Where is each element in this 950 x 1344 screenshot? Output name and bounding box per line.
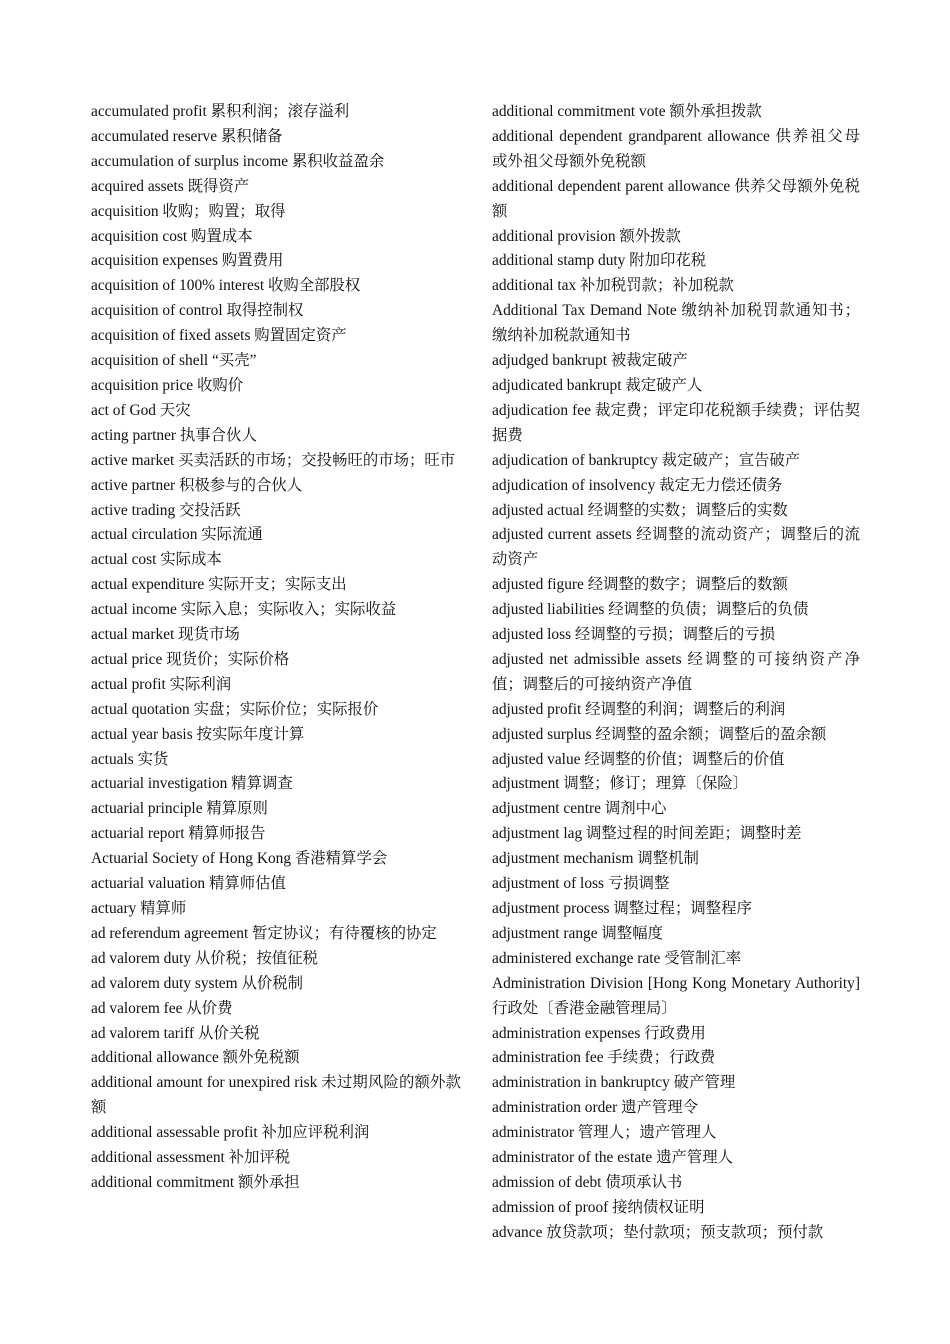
glossary-entry: adjustment centre 调剂中心 (492, 800, 667, 818)
glossary-entry: adjusted profit 经调整的利润；调整后的利润 (492, 700, 786, 718)
glossary-entry: adjustment 调整；修订；理算〔保险〕 (492, 775, 749, 793)
glossary-entry: adjusted value 经调整的价值；调整后的价值 (492, 750, 785, 768)
glossary-entry: adjudication fee 裁定费；评定印花税额手续费；评估契据费 (492, 401, 860, 444)
glossary-entry: actual price 现货价；实际价格 (91, 650, 290, 668)
glossary-entry: actuary 精算师 (91, 900, 187, 917)
glossary-entry: administration order 遗产管理令 (492, 1099, 699, 1117)
glossary-entry: additional allowance 额外免税额 (91, 1049, 300, 1067)
glossary-entry: ad valorem fee 从价费 (91, 999, 233, 1017)
glossary-entry: accumulation of surplus income 累积收益盈余 (91, 152, 385, 170)
glossary-entry: adjusted current assets 经调整的流动资产；调整后的流动资产 (492, 526, 860, 569)
glossary-entry: ad valorem duty system 从价税制 (91, 974, 304, 992)
glossary-entry: Additional Tax Demand Note 缴纳补加税罚款通知书；缴纳补加税款通知书 (492, 302, 860, 345)
glossary-entry: actual expenditure 实际开支；实际支出 (91, 576, 347, 594)
glossary-entry: adjusted loss 经调整的亏损；调整后的亏损 (492, 626, 776, 644)
glossary-entry: actual year basis 按实际年度计算 (91, 725, 305, 743)
glossary-entry: administration expenses 行政费用 (492, 1024, 706, 1042)
glossary-entry: adjusted surplus 经调整的盈余额；调整后的盈余额 (492, 725, 827, 743)
glossary-entry: adjusted net admissible assets 经调整的可接纳资产净值；调整后的可接纳资产净值 (492, 650, 860, 693)
glossary-entry: additional commitment vote 额外承担拨款 (492, 103, 762, 120)
glossary-entry: adjudicated bankrupt 裁定破产人 (492, 376, 703, 394)
glossary-entry: adjustment mechanism 调整机制 (492, 850, 699, 868)
glossary-entry: additional assessment 补加评税 (91, 1149, 291, 1167)
glossary-entry: actual market 现货市场 (91, 626, 240, 644)
glossary-entry: active partner 积极参与的合伙人 (91, 476, 303, 494)
glossary-entry: actuarial principle 精算原则 (91, 800, 268, 818)
glossary-entry: adjustment range 调整幅度 (492, 924, 663, 942)
glossary-entry: additional assessable profit 补加应评税利润 (91, 1124, 370, 1142)
glossary-entry: additional commitment 额外承担 (91, 1173, 300, 1191)
glossary-entry: actual income 实际入息；实际收入；实际收益 (91, 601, 397, 619)
glossary-entry: actual quotation 实盘；实际价位；实际报价 (91, 700, 379, 718)
glossary-column-right (492, 100, 860, 1246)
glossary-entry: administrator of the estate 遗产管理人 (492, 1149, 734, 1167)
glossary-entry: active market 买卖活跃的市场；交投畅旺的市场；旺市 (91, 451, 456, 469)
glossary-entry: actual profit 实际利润 (91, 675, 232, 693)
glossary-entry: acquisition expenses 购置费用 (91, 252, 284, 270)
glossary-entry: adjudication of insolvency 裁定无力偿还债务 (492, 476, 783, 494)
glossary-entry: administration in bankruptcy 破产管理 (492, 1074, 736, 1092)
glossary-entry: acquisition 收购；购置；取得 (91, 202, 286, 220)
glossary-entry: actuals 实货 (91, 750, 169, 768)
glossary-entry: actuarial valuation 精算师估值 (91, 875, 286, 893)
glossary-entry: acquisition of fixed assets 购置固定资产 (91, 327, 347, 345)
glossary-entry: admission of debt 债项承认书 (492, 1173, 683, 1191)
glossary-entry: acquisition of 100% interest 收购全部股权 (91, 277, 361, 295)
glossary-entry: Actuarial Society of Hong Kong 香港精算学会 (91, 850, 388, 868)
glossary-column-left (91, 100, 461, 1196)
glossary-entry: ad valorem duty 从价税；按值征税 (91, 949, 318, 967)
glossary-entry: act of God 天灾 (91, 401, 191, 419)
glossary-entry: additional amount for unexpired risk 未过期风险的额外款额 (91, 1074, 461, 1117)
glossary-entry: additional dependent parent allowance 供养父母额外免税额 (492, 177, 860, 220)
glossary-entry: actuarial investigation 精算调查 (91, 775, 293, 793)
glossary-entry: accumulated reserve 累积储备 (91, 127, 283, 145)
glossary-entry: adjudged bankrupt 被裁定破产 (492, 352, 688, 370)
glossary-entry: administration fee 手续费；行政费 (492, 1049, 716, 1067)
glossary-entry: acquired assets 既得资产 (91, 177, 250, 195)
glossary-entry: additional provision 额外拨款 (492, 227, 681, 245)
glossary-entry: Administration Division [Hong Kong Monetary Authority] 行政处〔香港金融管理局〕 (492, 974, 860, 1017)
glossary-entry: administered exchange rate 受管制汇率 (492, 949, 742, 967)
glossary-entry: adjustment process 调整过程；调整程序 (492, 900, 752, 917)
glossary-entry: adjusted actual 经调整的实数；调整后的实数 (492, 501, 788, 519)
glossary-entry: accumulated profit 累积利润；滚存溢利 (91, 103, 350, 120)
glossary-entry: additional tax 补加税罚款；补加税款 (492, 277, 734, 295)
glossary-entry: adjudication of bankruptcy 裁定破产；宣告破产 (492, 451, 801, 469)
glossary-entry: administrator 管理人；遗产管理人 (492, 1124, 717, 1142)
glossary-entry: acting partner 执事合伙人 (91, 426, 257, 444)
glossary-entry: advance 放贷款项；垫付款项；预支款项；预付款 (492, 1223, 824, 1241)
glossary-entry: additional dependent grandparent allowance 供养祖父母或外祖父母额外免税额 (492, 127, 860, 170)
glossary-entry: ad referendum agreement 暂定协议；有待覆核的协定 (91, 924, 437, 942)
glossary-entry: adjustment lag 调整过程的时间差距；调整时差 (492, 825, 802, 843)
glossary-entry: actual cost 实际成本 (91, 551, 222, 569)
glossary-entry: acquisition price 收购价 (91, 376, 244, 394)
glossary-entry: admission of proof 接纳债权证明 (492, 1198, 705, 1216)
glossary-entry: acquisition cost 购置成本 (91, 227, 253, 245)
glossary-entry: additional stamp duty 附加印花税 (492, 252, 707, 270)
glossary-entry: actuarial report 精算师报告 (91, 825, 266, 843)
glossary-entry: acquisition of shell “买壳” (91, 352, 257, 370)
glossary-entry: ad valorem tariff 从价关税 (91, 1024, 260, 1042)
glossary-entry: acquisition of control 取得控制权 (91, 302, 304, 320)
glossary-entry: adjustment of loss 亏损调整 (492, 875, 670, 893)
glossary-entry: adjusted figure 经调整的数字；调整后的数额 (492, 576, 788, 594)
glossary-entry: actual circulation 实际流通 (91, 526, 263, 544)
glossary-entry: active trading 交投活跃 (91, 501, 241, 519)
glossary-entry: adjusted liabilities 经调整的负债；调整后的负债 (492, 601, 809, 619)
